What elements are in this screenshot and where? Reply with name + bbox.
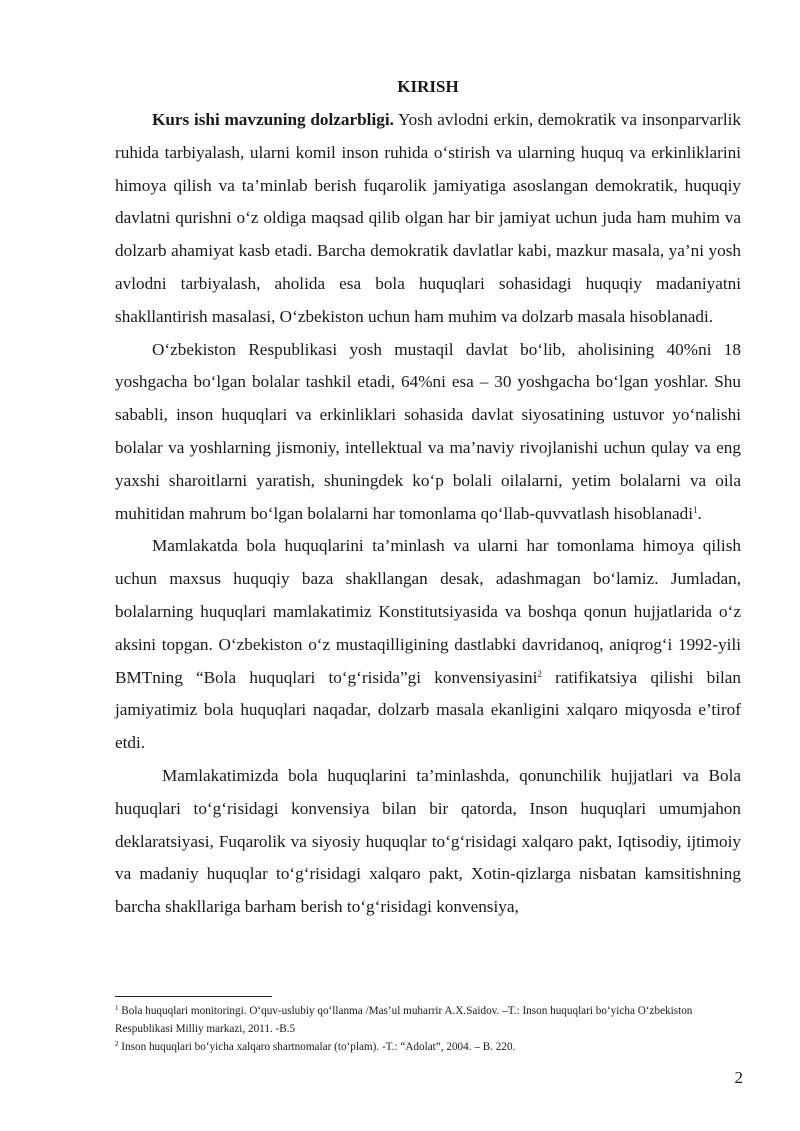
footnote-text: Inson huquqlari bo‘yicha xalqaro shartnomalar (to‘plam). -T.: “Adolat”, 2004. – B. 220. xyxy=(118,1041,516,1053)
paragraph-text-end: . xyxy=(697,503,702,523)
paragraph-text: Mamlakatimizda bola huquqlarini ta’minlashda, qonunchilik hujjatlari va Bola huquqlari to‘g‘risidagi konvensiya bilan bir qatorda, Inson huquqlari umumjahon deklaratsiyasi, Fuqarolik va siyosiy huquqlar to‘g‘risidagi xalqaro pakt, Iqtisodiy, ijtimoiy va madaniy huquqlar to‘g‘risidagi xalqaro pakt, Xotin-qizlarga nisbatan kamsitishning barcha shakllariga barham berish to‘g‘risidagi konvensiya, xyxy=(115,765,741,917)
footnote-ref[interactable]: 2 xyxy=(537,668,542,679)
footnote-item xyxy=(115,1002,741,1038)
footnote-mark: 1 xyxy=(115,1004,119,1012)
paragraph-relevance xyxy=(115,104,741,334)
footnote-text: Bola huquqlari monitoringi. O‘quv-uslubiy qo‘llanma /Mas’ul muharrir A.X.Saidov. –T.: Inson huquqlari bo‘yicha O‘zbekiston Respublikasi Milliy markazi, 2011. -B.5 xyxy=(115,1005,693,1035)
paragraph-legal-base xyxy=(115,530,741,760)
body-text xyxy=(115,104,741,924)
footnote-ref[interactable]: 1 xyxy=(693,504,698,515)
paragraph-text-end: ratifikatsiya qilishi bilan jamiyatimiz bola huquqlari naqadar, dolzarb masala ekanligini xalqaro miqyosda e’tirof etdi. xyxy=(115,667,741,753)
page-number: 2 xyxy=(734,1068,743,1087)
page-title: KIRISH xyxy=(397,77,459,96)
footnote-separator xyxy=(115,996,272,997)
footnotes xyxy=(115,1002,741,1056)
paragraph-text: Yosh avlodni erkin, demokratik va insonparvarlik ruhida tarbiyalash, ularni komil inson ruhida o‘stirish va ularning huquq va erkinliklarini himoya qilish va ta’minlab berish fuqarolik jamiyatiga asoslangan demokratik, huquqiy davlatni qurishni o‘z oldiga maqsad qilib olgan har bir jamiyat uchun juda ham muhim va dolzarb ahamiyat kasb etadi. Barcha demokratik davlatlar kabi, mazkur masala, ya’ni yosh avlodni tarbiyalash, aholida esa bola huquqlari sohasidagi huquqiy madaniyatni shakllantirish masalasi, O‘zbekiston uchun ham muhim va dolzarb masala hisoblanadi. xyxy=(115,110,742,326)
paragraph-text: O‘zbekiston Respublikasi yosh mustaqil davlat bo‘lib, aholisining 40%ni 18 yoshgacha bo‘lgan bolalar tashkil etadi, 64%ni esa – 30 yoshgacha bo‘lgan yoshlar. Shu sababli, inson huquqlari va erkinliklari sohasida davlat siyosatining ustuvor yo‘nalishi bolalar va yoshlarning jismoniy, intellektual va ma’naviy rivojlanishi uchun qulay va eng yaxshi sharoitlarni yaratish, shuningdek ko‘p bolali oilalarni, yetim bolalarni va oila muhitidan mahrum bo‘lgan bolalarni har tomonlama qo‘llab-quvvatlash hisoblanadi xyxy=(115,339,741,523)
paragraph-text: Mamlakatda bola huquqlarini ta’minlash va ularni har tomonlama himoya qilish uchun maxsus huquqiy baza shakllangan desak, adashmagan bo‘lamiz. Jumladan, bolalarning huquqlari mamlakatimiz Konstitutsiyasida va boshqa qonun hujjatlarida o‘z aksini topgan. O‘zbekiston o‘z mustaqilligining dastlabki davridanoq, aniqrog‘i 1992-yili BMTning “Bola huquqlari to‘g‘risida”gi konvensiyasini xyxy=(115,536,741,687)
footnote-item xyxy=(115,1038,741,1056)
paragraph-demographics xyxy=(115,334,741,531)
relevance-heading: Kurs ishi mavzuning dolzarbligi. xyxy=(152,110,394,129)
paragraph-international-acts xyxy=(115,760,741,924)
footnote-mark: 2 xyxy=(115,1040,119,1048)
